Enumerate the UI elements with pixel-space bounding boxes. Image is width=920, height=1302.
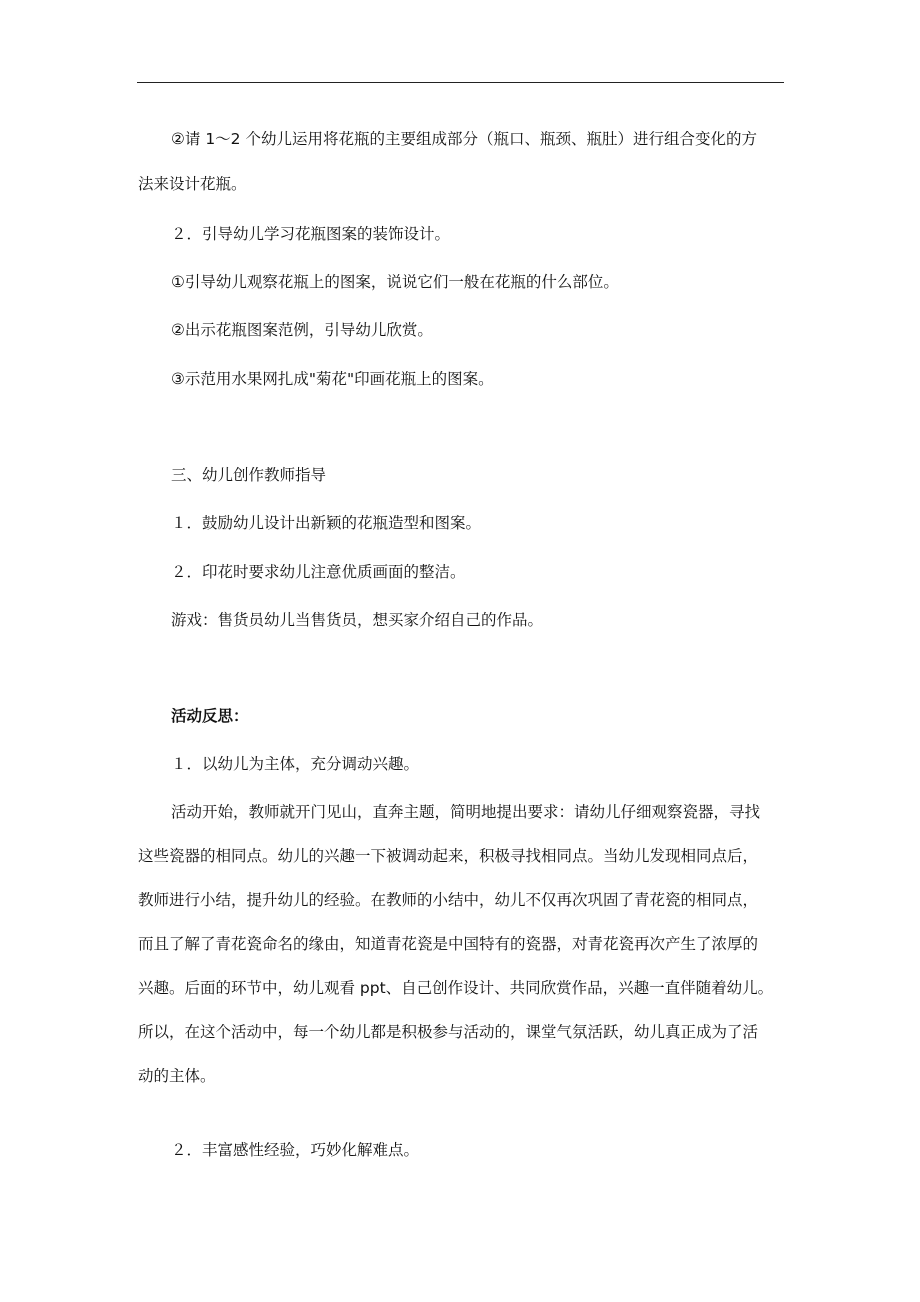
substep-observe-pattern: ①引导幼儿观察花瓶上的图案，说说它们一般在花瓶的什么部位。 [171, 273, 619, 291]
paragraph-line: 兴趣。后面的环节中，幼儿观看 ppt、自己创作设计、共同欣赏作品，兴趣一直伴随着幼儿。 [138, 979, 774, 997]
header-rule [137, 82, 784, 83]
paragraph-line: ②请 1～2 个幼儿运用将花瓶的主要组成部分（瓶口、瓶颈、瓶肚）进行组合变化的方 [171, 130, 757, 148]
reflection-heading: 活动反思： [171, 707, 249, 725]
substep-demonstrate-printing: ③示范用水果网扎成"菊花"印画花瓶上的图案。 [171, 370, 494, 388]
step-2-decoration: ２．引导幼儿学习花瓶图案的装饰设计。 [171, 225, 451, 243]
paragraph-line: 而且了解了青花瓷命名的缘由，知道青花瓷是中国特有的瓷器，对青花瓷再次产生了浓厚的 [138, 935, 759, 953]
paragraph-line: 所以，在这个活动中，每一个幼儿都是积极参与活动的，课堂气氛活跃，幼儿真正成为了活 [138, 1023, 759, 1041]
paragraph-line: 教师进行小结，提升幼儿的经验。在教师的小结中，幼儿不仅再次巩固了青花瓷的相同点， [138, 891, 759, 909]
paragraph-line: 法来设计花瓶。 [138, 175, 247, 193]
section-3-heading: 三、幼儿创作教师指导 [171, 466, 327, 484]
reflection-item-2: ２．丰富感性经验，巧妙化解难点。 [171, 1141, 420, 1159]
paragraph-line: 动的主体。 [138, 1067, 216, 1085]
guidance-item-2: ２．印花时要求幼儿注意优质画面的整洁。 [171, 563, 466, 581]
paragraph-line: 活动开始，教师就开门见山，直奔主题，简明地提出要求：请幼儿仔细观察瓷器，寻找 [171, 803, 761, 821]
paragraph-design-vase [138, 127, 788, 217]
reflection-item-1: １．以幼儿为主体，充分调动兴趣。 [171, 755, 420, 773]
reflection-body-paragraph [138, 800, 788, 1108]
paragraph-line: 这些瓷器的相同点。幼儿的兴趣一下被调动起来，积极寻找相同点。当幼儿发现相同点后， [138, 847, 759, 865]
game-paragraph: 游戏：售货员幼儿当售货员，想买家介绍自己的作品。 [171, 611, 544, 629]
substep-show-examples: ②出示花瓶图案范例，引导幼儿欣赏。 [171, 321, 433, 339]
guidance-item-1: １．鼓励幼儿设计出新颖的花瓶造型和图案。 [171, 514, 482, 532]
